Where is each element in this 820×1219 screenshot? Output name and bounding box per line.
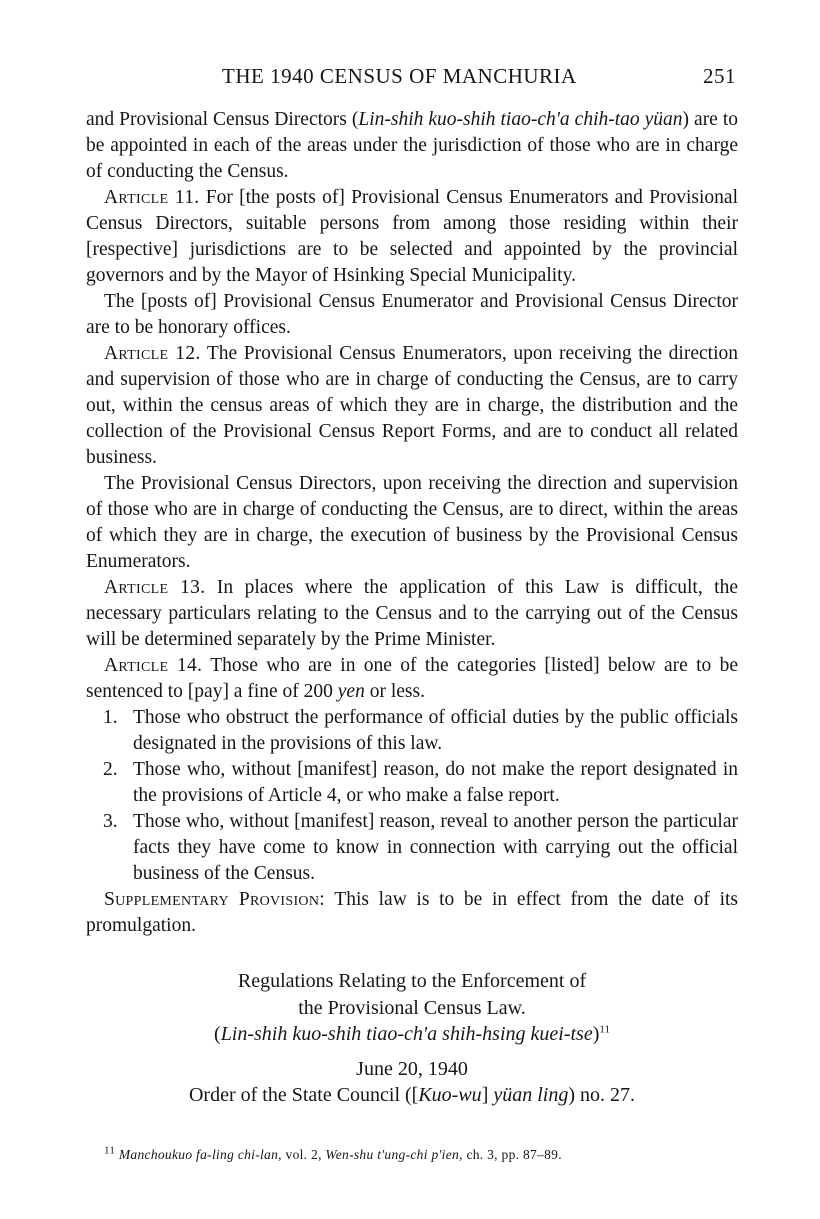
article-11 [86, 185, 738, 289]
list-item [86, 757, 738, 809]
footnote-marker: 11 [104, 1144, 116, 1157]
romanized-term: Kuo-wu [418, 1084, 482, 1106]
list-text: Those who obstruct the performance of official duties by the public officials designated in the provisions of this law. [133, 707, 738, 754]
regulation-romanized: (Lin-shih kuo-shih tiao-ch'a shih-hsing kuei-tse)$^{11}$ [214, 1023, 610, 1045]
text-run: ] [481, 1084, 494, 1106]
article-12 [86, 341, 738, 471]
list-number: 2. [103, 759, 118, 780]
running-title: THE 1940 CENSUS OF MANCHURIA [222, 64, 577, 88]
text-run: ) no. 27. [568, 1084, 636, 1106]
main-text [86, 107, 738, 939]
regulation-title-line-1: Regulations Relating to the Enforcement of [237, 970, 587, 992]
article-13 [86, 575, 738, 653]
article-label: Article 12. [104, 343, 201, 364]
list-number: 1. [103, 707, 118, 728]
article-label: Article 13. [104, 577, 206, 598]
running-header [86, 64, 740, 90]
page-number: 251 [703, 64, 736, 88]
article-text: For [the posts of] Provisional Census Enumerators and Provisional Census Directors, suitable persons from among those residing within their [respective] jurisdictions are to be selected and appointed by the provincial governors and by the Mayor of Hsinking Special Municipality. [86, 187, 738, 286]
regulation-order [86, 1082, 738, 1109]
romanized-title: Lin-shih kuo-shih tiao-ch'a shih-hsing kuei-tse [220, 1023, 593, 1045]
list-item [86, 809, 738, 887]
currency-term: yen [337, 681, 365, 702]
footnote-source: Manchoukuo fa-ling chi-lan, [118, 1147, 282, 1162]
romanized-term: yüan ling [493, 1084, 569, 1106]
list-number: 3. [103, 811, 118, 832]
regulation-date: June 20, 1940 [356, 1057, 468, 1080]
article-label: Article 14. [104, 655, 203, 676]
list-item [86, 705, 738, 757]
article-text: In places where the application of this Law is difficult, the necessary particulars relating to the Census and to the carrying out of the Census will be determined separately by the Prime Minister. [86, 577, 738, 650]
footnote-volume: vol. 2, [281, 1147, 326, 1162]
text-run: Order of the State Council ([ [188, 1084, 419, 1106]
list-text: Those who, without [manifest] reason, do not make the report designated in the provisions of Article 4, or who make a false report. [133, 759, 738, 806]
article-text: or less. [364, 681, 425, 702]
regulation-heading [86, 968, 738, 1109]
article-label: Article 11. [104, 187, 200, 208]
text-run: ) are to be appointed in each of the areas under the jurisdiction of those who are in charge of conducting the Census. [86, 109, 738, 182]
category-list [86, 705, 738, 887]
supplementary-provision [86, 887, 738, 939]
article-12-paragraph-2: The Provisional Census Directors, upon receiving the direction and supervision of those who are in charge of conducting the Census, are to direct, within the areas of which they are in charge, the execution of business by the Provisional Census Enumerators. [86, 473, 738, 572]
article-11-paragraph-2: The [posts of] Provisional Census Enumerator and Provisional Census Director are to be honorary offices. [86, 291, 738, 338]
article-text: Those who are in one of the categories [listed] below are to be sentenced to [pay] a fine of 200 [86, 655, 738, 702]
article-14 [86, 653, 738, 705]
footnote-reference[interactable]: 11 [599, 1023, 610, 1036]
list-text: Those who, without [manifest] reason, reveal to another person the particular facts they have come to know in connection with carrying out the official business of the Census. [133, 811, 738, 884]
regulation-title-line-2: the Provisional Census Law. [298, 996, 526, 1019]
article-text: The Provisional Census Enumerators, upon receiving the direction and supervision of those who are in charge of conducting the Census, are to carry out, within the census areas of which they are in charge, the distribution and the collection of the Provisional Census Report Forms, and are to conduct all related business. [86, 343, 738, 468]
footnote-pages: ch. 3, pp. 87–89. [462, 1147, 562, 1162]
footnote [104, 1146, 744, 1164]
romanized-term: Lin-shih kuo-shih tiao-ch'a chih-tao yüan [358, 109, 683, 130]
footnote-section: Wen-shu t'ung-chi p'ien, [325, 1147, 463, 1162]
paragraph-continuation [86, 107, 738, 185]
text-run: and Provisional Census Directors ( [86, 109, 359, 130]
provision-label: Supplementary Provision: [104, 889, 325, 910]
provision-text: This law is to be in effect from the date of its promulgation. [86, 889, 739, 936]
